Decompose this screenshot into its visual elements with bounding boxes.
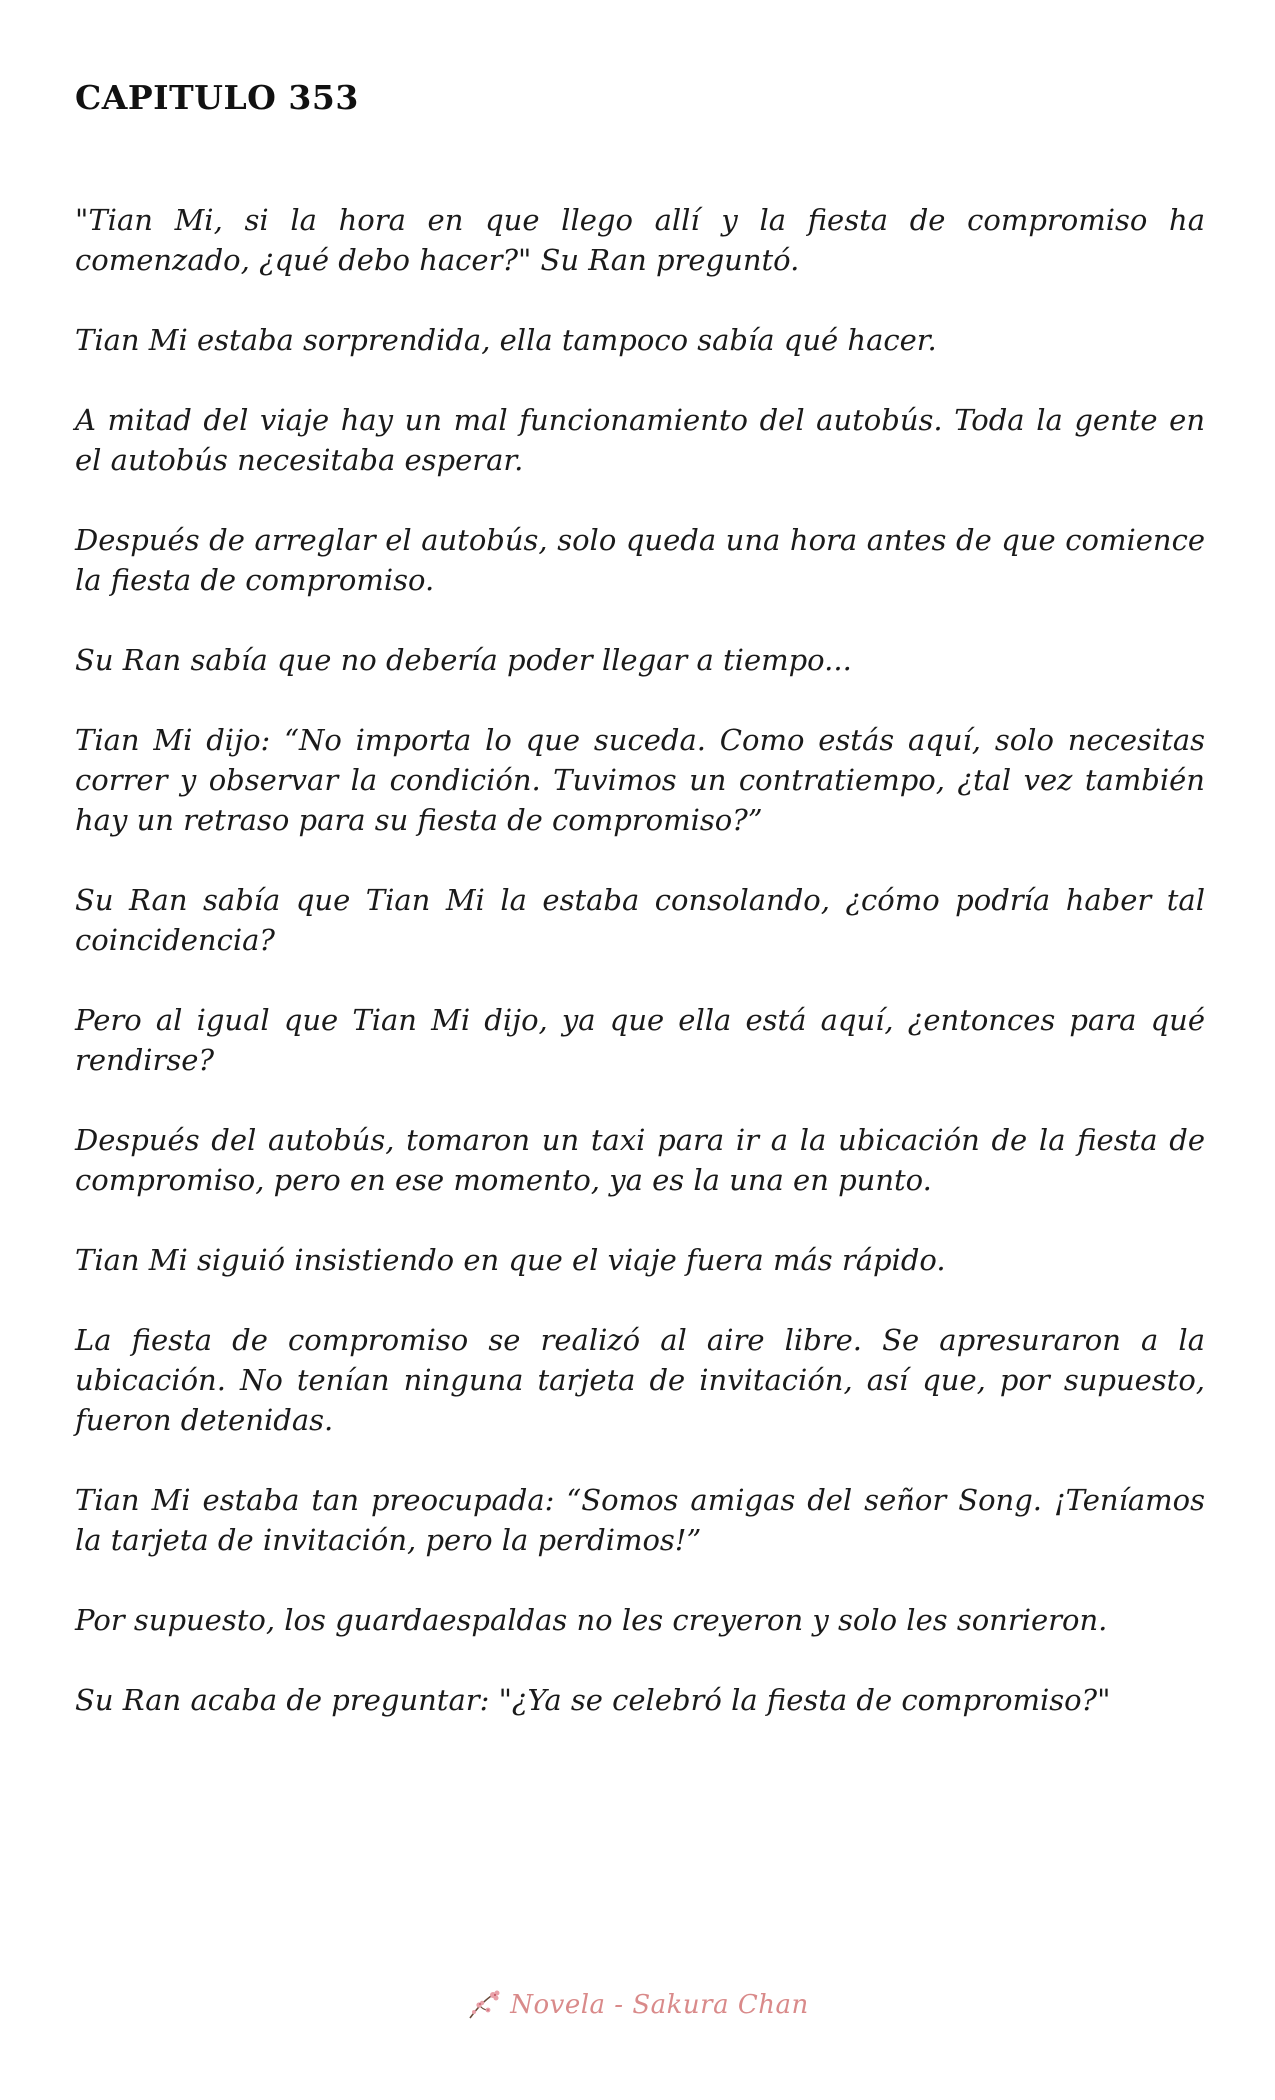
footer-watermark bbox=[0, 1988, 1275, 2028]
paragraph: Pero al igual que Tian Mi dijo, ya que ella está aquí, ¿entonces para qué rendirse? bbox=[75, 1003, 1205, 1077]
paragraph: Tian Mi estaba sorprendida, ella tampoco sabía qué hacer. bbox=[75, 323, 937, 357]
paragraph: Por supuesto, los guardaespaldas no les creyeron y solo les sonrieron. bbox=[75, 1603, 1108, 1637]
paragraph: A mitad del viaje hay un mal funcionamiento del autobús. Toda la gente en el autobús necesitaba esperar. bbox=[75, 403, 1205, 477]
chapter-body bbox=[75, 200, 1205, 1760]
paragraph: Tian Mi estaba tan preocupada: “Somos amigas del señor Song. ¡Teníamos la tarjeta de invitación, pero la perdimos!” bbox=[75, 1483, 1205, 1557]
paragraph: Tian Mi dijo: “No importa lo que suceda. Como estás aquí, solo necesitas correr y observar la condición. Tuvimos un contratiempo, ¿tal vez también hay un retraso para su fiesta de compromiso?” bbox=[75, 723, 1205, 837]
paragraph: Su Ran sabía que Tian Mi la estaba consolando, ¿cómo podría haber tal coincidencia? bbox=[75, 883, 1205, 957]
cherry-blossom-icon bbox=[466, 1988, 504, 2022]
paragraph: Después de arreglar el autobús, solo queda una hora antes de que comience la fiesta de compromiso. bbox=[75, 523, 1205, 597]
watermark-text: Novela - Sakura Chan bbox=[510, 1990, 809, 2020]
paragraph: Su Ran acaba de preguntar: "¿Ya se celebró la fiesta de compromiso?" bbox=[75, 1683, 1111, 1717]
paragraph: Después del autobús, tomaron un taxi para ir a la ubicación de la fiesta de compromiso, pero en ese momento, ya es la una en punto. bbox=[75, 1123, 1205, 1197]
paragraph: "Tian Mi, si la hora en que llego allí y la fiesta de compromiso ha comenzado, ¿qué debo hacer?" Su Ran preguntó. bbox=[75, 203, 1205, 277]
paragraph: La fiesta de compromiso se realizó al aire libre. Se apresuraron a la ubicación. No tenían ninguna tarjeta de invitación, así que, por supuesto, fueron detenidas. bbox=[75, 1323, 1205, 1437]
paragraph: Su Ran sabía que no debería poder llegar a tiempo... bbox=[75, 643, 852, 677]
chapter-title: CAPITULO 353 bbox=[75, 78, 359, 117]
paragraph: Tian Mi siguió insistiendo en que el viaje fuera más rápido. bbox=[75, 1243, 946, 1277]
